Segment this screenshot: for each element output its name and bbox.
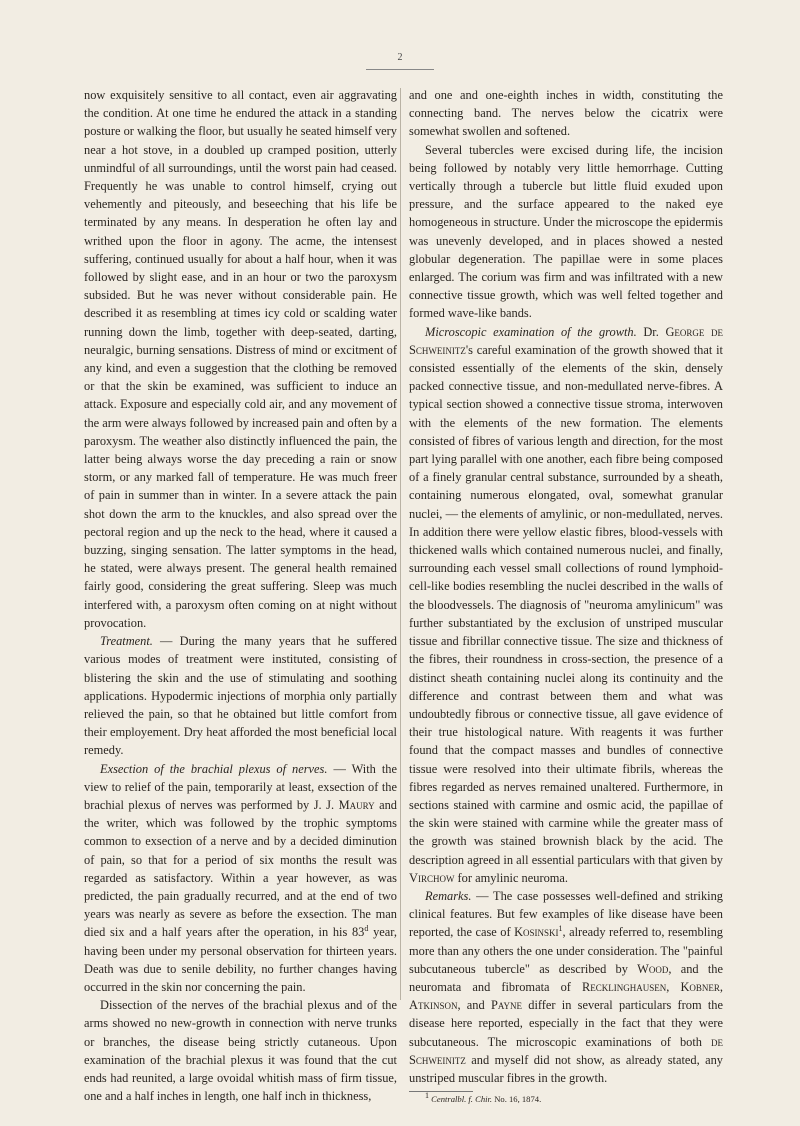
microscopic-text-a: Dr. xyxy=(636,324,666,339)
paragraph-dissection: Dissection of the nerves of the brachial plexus and of the arms showed no new-growth in connection with nerve trunks or branches, the disease being strictly cutaneous. Upon examination of the brachial plexus it was found that the cut ends had reunited, a large ovoidal whitish mass of firm tissue, one and a half inches in length, one half inch in thickness, xyxy=(84,998,397,1104)
paragraph-treatment xyxy=(84,632,397,759)
author-virchow: Virchow xyxy=(409,870,455,885)
footnote-source: Centralbl. f. Chir. xyxy=(431,1094,493,1105)
author-recklinghausen-kobner-atkinson: Recklinghausen, Kobner, Atkinson, xyxy=(409,979,723,1013)
column-divider xyxy=(400,88,401,1000)
paragraph-remarks xyxy=(409,887,723,1087)
heading-microscopic: Microscopic examination of the growth. xyxy=(425,324,637,339)
treatment-text: — During the many years that he suffered various modes of treatment were instituted, consisting of blistering the skin and the use of stimulating and soothing applications. Hypodermic injections of morphia only partially relieved the pain, so that he obtained but little comfort from their employement. Dry heat afforded the most beneficial local remedy. xyxy=(84,634,397,758)
paragraph-exsection xyxy=(84,760,397,997)
footnote-marker: 1 xyxy=(558,924,563,934)
ordinal-sup: d xyxy=(364,924,369,934)
heading-exsection: Exsection of the brachial plexus of nerves. xyxy=(100,761,328,776)
paragraph-continued: now exquisitely sensitive to all contact, even air aggravating the condition. At one time he endured the attack in a standing posture or walking the floor, but usually he seated himself very near a hot stove, in a doubled up cramped position, utterly unmindful of all surroundings, until the worst pain had ceased. Frequently he was unable to control himself, crying out vehemently and piteously, and beseeching that his life be terminated by any means. In desperation he often lay and writhed upon the floor in agony. The acme, the intensest suffering, continued usually for about a half hour, when it was followed by slight ease, and in an hour or two the paroxysm subsided. But he was never without considerable pain. He described it as resembling at times icy cold or scalding water running down the limb, together with deep-seated, darting, neuralgic, burning sensations. Distress of mind or excitment of any kind, and even a suggestion that the clothing be removed or that the skin be examined, was sufficient to induce an attack. Exposure and especially cold air, and any movement of the arm were always followed by increased pain and often by a paroxysm. The weather also distinctly influenced the pain, the latter being always worse the day preceding a rain or snow storm, or any marked fall of temperature. He was much freer of pain in summer than in winter. In a severe attack the pain shot down the arm to the knuckles, and also spread over the pectoral region and up the neck to the head, where it caused a buzzing, singing sensation. The latter symptoms in the head, he stated, were always present. The general health remained fairly good, considering the great suffering. Sleep was much interfered with, a paroxysm often coming on at night without provocation. xyxy=(84,88,397,630)
heading-treatment: Treatment. xyxy=(100,634,153,649)
footnote xyxy=(409,1091,723,1105)
remarks-text-f: and myself did not show, as already stated, any unstriped muscular fibres in the growth. xyxy=(409,1052,723,1085)
author-payne: Payne xyxy=(490,998,522,1013)
paragraph-continued-right: and one and one-eighth inches in width, constituting the connecting band. The nerves below the cicatrix were somewhat swollen and softened. xyxy=(409,88,723,139)
paragraph-microscopic xyxy=(409,323,723,887)
footnote-number: 1 xyxy=(425,1091,429,1101)
remarks-text-a: — The case possesses well-defined and striking clinical features. But few examples of like disease have been reported, the case of xyxy=(409,888,723,940)
exsection-text-c: year, having been under my personal observation for thirteen years. Death was due to senile debility, no further changes having occurred in the skin nor concerning the pain. xyxy=(84,925,397,994)
exsection-text-b: and the writer, which was followed by the trophic symptoms common to exsection of a nerve and by a decided diminution of pain, so that for a period of six months the result was regarded as satisfactory. Within a year however, as was predicted, the pain gradually recurred, and at the end of two years was nearly as severe as before the exsection. The man died six and a half years after the operation, in his 83 xyxy=(84,797,397,940)
footnote-reference: No. 16, 1874. xyxy=(492,1094,542,1105)
right-column xyxy=(409,86,723,1105)
author-wood: Wood xyxy=(637,961,669,976)
author-de-schweinitz-2: de Schweinitz xyxy=(409,1034,723,1067)
header-rule xyxy=(366,69,434,70)
footnote-rule xyxy=(409,1091,473,1092)
author-de-schweinitz: George de Schweinitz xyxy=(409,324,723,357)
heading-remarks: Remarks. xyxy=(425,888,472,903)
remarks-text-d: and xyxy=(460,998,491,1013)
remarks-text-c: , and the neuromata and fibromata of xyxy=(409,961,723,994)
paragraph-tubercles: Several tubercles were excised during life, the incision being followed by notably very little hemorrhage. Cutting vertically through a tubercle but little fluid exuded upon pressure, and the surface appeared to the naked eye homogeneous in structure. Under the microscope the epidermis was unevenly developed, and in places showed a nested globular degeneration. The papillae were in some places enlarged. The corium was firm and was infiltrated with a new connective tissue growth, which was well felted together and formed wave-like bands. xyxy=(409,142,723,321)
microscopic-text-b: 's careful examination of the growth showed that it consisted essentially of the elements of the skin, densely packed connective tissue, and non-medullated nerve-fibres. A typical section showed a connective tissue stroma, interwoven with the elements of the new formation. The elements consisted of fibres of various length and direction, for the most part lying parallel with one another, each fibre being composed of a finely granular central substance, surrounded by a sheath, containing numerous elongated, oval, somewhat granular nuclei, — the elements of amylinic, or non-medullated, nerves. In addition there were yellow elastic fibres, blood-vessels with thickened walls which contained numerous nuclei, and finally, surrounding each vessel small collections of round lymphoid-cell-like bodies resembling the nuclei described in the walls of the bloodvessels. The diagnosis of "neuroma amylinicum" was further substantiated by the exclusion of unstriped muscular tissue and fibrillar connective tissue. The size and thickness of the fibres, their roundness in cross-section, the presence of a distinct sheath containing nuclei along its continuity and the difference and contrast between them and what was undoubtedly fibrous or connective tissue, all gave evidence of their true histological nature. With reagents it was further found that the compact masses and bundles of connective tissue were resolved into their ultimate fibrils, whereas the fibres regarded as nerves remained unaltered. Furthermore, in sections stained with carmine and osmic acid, the papillae of the skin were stained with carmine while the greater mass of the growth was stained brownish black by the acid. The description agreed in all essential particulars with that given by xyxy=(409,342,723,867)
remarks-text-b: , already referred to, resembling more than any others the one under consideration. The "painful subcutaneous tubercle" as described by xyxy=(409,925,723,976)
exsection-text-a: — With the view to relief of the pain, temporarily at least, exsection of the brachial plexus of nerves was performed by J. J. xyxy=(84,761,397,812)
author-kosinski: Kosinski xyxy=(514,925,559,940)
remarks-text-e: differ in several particulars from the disease here reported, especially in the fact that they were subcutaneous. The microscopic examinations of both xyxy=(409,998,723,1049)
author-maury: Maury xyxy=(338,797,375,812)
left-column xyxy=(84,86,397,1105)
microscopic-text-c: for amylinic neuroma. xyxy=(454,870,568,885)
page-number: 2 xyxy=(397,52,403,63)
